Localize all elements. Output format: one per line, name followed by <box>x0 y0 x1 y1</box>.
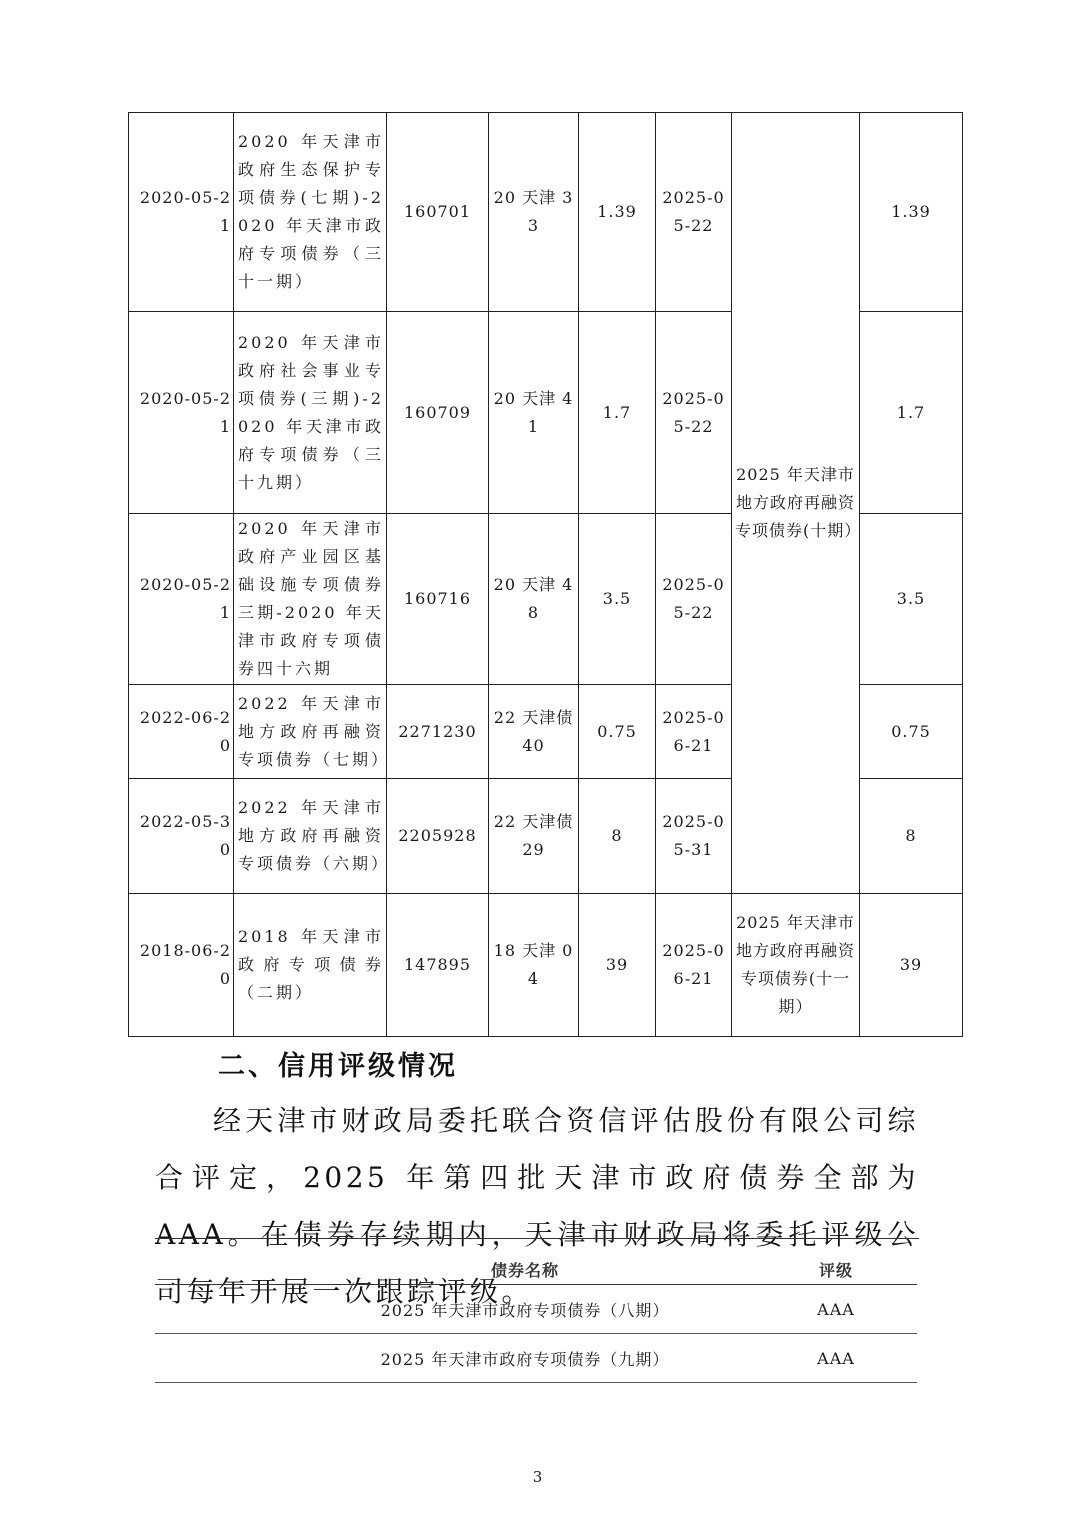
credit-rating-paragraph: 经天津市财政局委托联合资信评估股份有限公司综合评定，2025 年第四批天津市政府债券全部为 AAA。在债券存续期内，天津市财政局将委托评级公司每年开展一次跟踪评级。 <box>155 1104 919 1308</box>
bond-code-cell: 160709 <box>387 312 489 514</box>
issue-date-cell: 2020-05-21 <box>129 514 234 685</box>
bond-code-cell: 2271230 <box>387 685 489 779</box>
amount-cell: 1.7 <box>579 312 656 514</box>
header-rating: 评级 <box>755 1254 917 1285</box>
refinance-amount-cell: 1.39 <box>860 113 963 312</box>
header-bond-name: 债券名称 <box>155 1254 755 1285</box>
short-name-cell: 18 天津 04 <box>489 894 579 1037</box>
short-name-cell: 22 天津债 40 <box>489 685 579 779</box>
refinance-amount-cell: 1.7 <box>860 312 963 514</box>
refinance-amount-cell: 0.75 <box>860 685 963 779</box>
rating-table <box>155 1254 917 1383</box>
refinance-amount-cell: 8 <box>860 779 963 894</box>
rating-value: AAA <box>755 1285 917 1334</box>
bond-code-cell: 160716 <box>387 514 489 685</box>
bond-code-cell: 147895 <box>387 894 489 1037</box>
page-number: 3 <box>532 1468 543 1486</box>
bond-name-cell: 2020 年天津市政府社会事业专项债券(三期)-2020 年天津市政府专项债券（三十九期） <box>234 312 387 514</box>
table-row <box>129 894 963 1037</box>
bond-name-cell: 2020 年天津市政府生态保护专项债券(七期)-2020 年天津市政府专项债券（三十一期） <box>234 113 387 312</box>
amount-cell: 39 <box>579 894 656 1037</box>
amount-cell: 0.75 <box>579 685 656 779</box>
amount-cell: 1.39 <box>579 113 656 312</box>
bond-maturity-table <box>128 112 963 1037</box>
table-row <box>155 1285 917 1334</box>
amount-cell: 3.5 <box>579 514 656 685</box>
bond-name-cell: 2022 年天津市地方政府再融资专项债券（六期） <box>234 779 387 894</box>
refinance-amount-cell: 39 <box>860 894 963 1037</box>
refinance-bond-merged-cell: 2025 年天津市地方政府再融资专项债券(十期） <box>732 113 860 894</box>
maturity-date-cell: 2025-06-21 <box>656 685 732 779</box>
rating-value: AAA <box>755 1334 917 1383</box>
bond-code-cell: 160701 <box>387 113 489 312</box>
short-name-cell: 22 天津债 29 <box>489 779 579 894</box>
maturity-date-cell: 2025-05-22 <box>656 113 732 312</box>
issue-date-cell: 2022-05-30 <box>129 779 234 894</box>
amount-cell: 8 <box>579 779 656 894</box>
refinance-bond-cell: 2025 年天津市地方政府再融资专项债券(十一期） <box>732 894 860 1037</box>
rating-bond-name: 2025 年天津市政府专项债券（八期） <box>155 1285 755 1334</box>
issue-date-cell: 2018-06-20 <box>129 894 234 1037</box>
maturity-date-cell: 2025-06-21 <box>656 894 732 1037</box>
bond-name-cell: 2020 年天津市政府产业园区基础设施专项债券三期-2020 年天津市政府专项债券四十六期 <box>234 514 387 685</box>
short-name-cell: 20 天津 33 <box>489 113 579 312</box>
bond-name-cell: 2022 年天津市地方政府再融资专项债券（七期） <box>234 685 387 779</box>
rating-header-row <box>155 1254 917 1285</box>
bond-name-cell: 2018 年天津市政府专项债券（二期） <box>234 894 387 1037</box>
maturity-date-cell: 2025-05-22 <box>656 514 732 685</box>
short-name-cell: 20 天津 41 <box>489 312 579 514</box>
issue-date-cell: 2022-06-20 <box>129 685 234 779</box>
maturity-date-cell: 2025-05-31 <box>656 779 732 894</box>
section-heading: 二、信用评级情况 <box>218 1051 458 1082</box>
table-row <box>155 1334 917 1383</box>
issue-date-cell: 2020-05-21 <box>129 113 234 312</box>
bond-code-cell: 2205928 <box>387 779 489 894</box>
divider <box>155 1238 919 1239</box>
short-name-cell: 20 天津 48 <box>489 514 579 685</box>
table-row <box>129 113 963 312</box>
refinance-amount-cell: 3.5 <box>860 514 963 685</box>
issue-date-cell: 2020-05-21 <box>129 312 234 514</box>
rating-bond-name: 2025 年天津市政府专项债券（九期） <box>155 1334 755 1383</box>
maturity-date-cell: 2025-05-22 <box>656 312 732 514</box>
